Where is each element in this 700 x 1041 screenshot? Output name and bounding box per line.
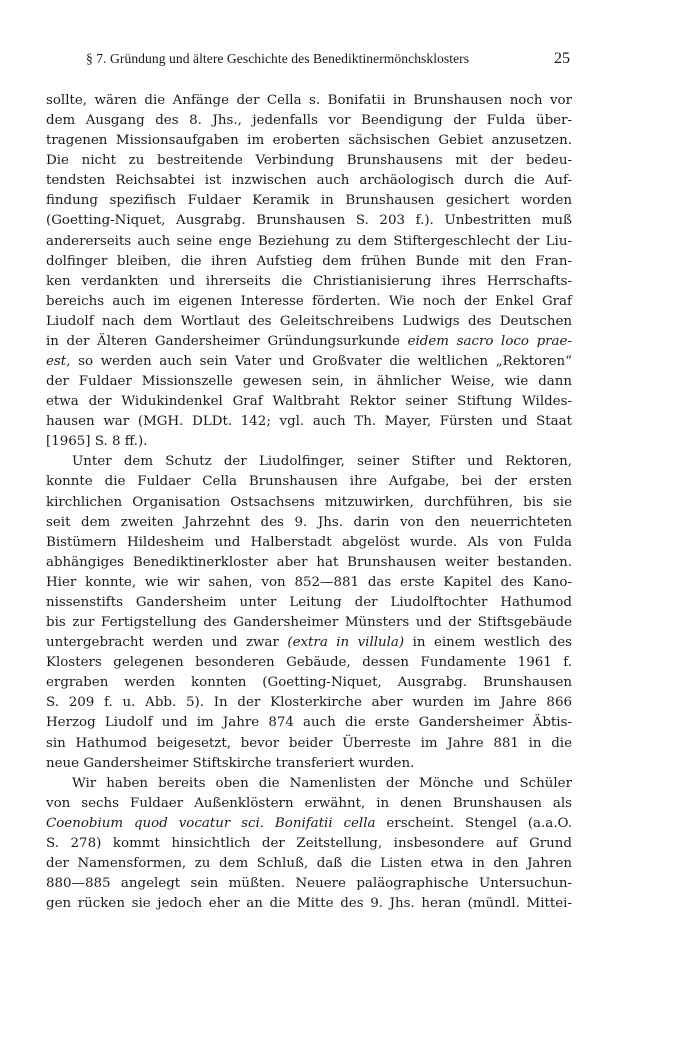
text-line — [46, 272, 572, 292]
text-segment: von sechs Fuldaer Außenklöstern erwähnt, in denen Brunshausen als — [46, 795, 572, 811]
text-line — [46, 673, 572, 693]
text-line — [46, 513, 572, 533]
text-line — [46, 412, 572, 432]
body-text — [46, 91, 572, 914]
text-segment: abhängiges Benediktinerkloster aber hat Brunshausen weiter bestanden. — [46, 554, 572, 570]
text-segment: Unter dem Schutz der Liudolfinger, seiner Stifter und Rektoren, — [72, 454, 572, 470]
text-segment: erscheint. Stengel (a.a.O. — [375, 815, 572, 831]
text-segment: bereichs auch im eigenen Interesse förderten. Wie noch der Enkel Graf — [46, 293, 572, 309]
text-segment: findung spezifisch Fuldaer Keramik in Brunshausen gesichert worden — [46, 193, 572, 209]
text-segment: so werden auch sein Vater und Großvater die weltlichen „Rektoren“ — [70, 354, 572, 370]
text-line — [46, 131, 572, 151]
text-segment: tendsten Reichsabtei ist inzwischen auch archäologisch durch die Auf- — [46, 173, 572, 189]
text-segment: untergebracht werden und zwar — [46, 635, 288, 651]
text-line — [46, 452, 572, 472]
text-line — [46, 312, 572, 332]
text-line — [46, 91, 572, 111]
text-segment: [1965] S. 8 ff.). — [46, 434, 148, 450]
text-segment: neue Gandersheimer Stiftskirche transferiert wurden. — [46, 755, 415, 771]
text-segment: Bistümern Hildesheim und Halberstadt abgelöst wurde. Als von Fulda — [46, 534, 572, 550]
running-header-title: § 7. Gründung und ältere Geschichte des Benediktinermönchsklosters — [86, 51, 470, 66]
text-line — [46, 392, 572, 412]
italic-text-segment: (extra in villula) — [287, 635, 405, 651]
text-line — [46, 472, 572, 492]
text-line — [46, 593, 572, 613]
text-segment: seit dem zweiten Jahrzehnt des 9. Jhs. darin von den neuerrichteten — [46, 514, 572, 530]
text-line — [46, 553, 572, 573]
italic-text-segment: Coenobium quod vocatur sci. Bonifatii cella — [46, 815, 376, 831]
text-segment: etwa der Widukindenkel Graf Waltbraht Rektor seiner Stiftung Wildes- — [46, 394, 572, 410]
text-segment: bis zur Fertigstellung des Gandersheimer Münsters und der Stiftsgebäude — [46, 615, 572, 631]
text-segment: Hier konnte, wie wir sahen, von 852—881 das erste Kapitel des Kano- — [46, 574, 572, 590]
text-segment: S. 278) kommt hinsichtlich der Zeitstellung, insbesondere auf Grund — [46, 835, 572, 851]
text-line — [46, 774, 572, 794]
text-segment: der Namensformen, zu dem Schluß, daß die Listen etwa in den Jahren — [46, 855, 572, 871]
text-line — [46, 814, 572, 834]
text-line — [46, 352, 572, 372]
italic-text-segment: est, — [46, 354, 71, 370]
text-line — [46, 754, 572, 774]
text-segment: (Goetting-Niquet, Ausgrabg. Brunshausen S. 203 f.). Unbestritten muß — [46, 213, 572, 229]
text-segment: Herzog Liudolf und im Jahre 874 auch die erste Gandersheimer Äbtis- — [46, 715, 572, 731]
text-line — [46, 894, 572, 914]
text-line — [46, 854, 572, 874]
page-number: 25 — [554, 50, 570, 67]
text-segment: in einem westlich des — [404, 635, 572, 651]
text-line — [46, 633, 572, 653]
text-line — [46, 613, 572, 633]
text-segment: 880—885 angelegt sein müßten. Neuere paläographische Untersuchun- — [46, 876, 572, 892]
text-line — [46, 834, 572, 854]
text-line — [46, 111, 572, 131]
text-segment: nissenstifts Gandersheim unter Leitung der Liudolftochter Hathumod — [46, 594, 572, 610]
text-line — [46, 493, 572, 513]
text-line — [46, 191, 572, 211]
text-segment: ken verdankten und ihrerseits die Christianisierung ihres Herrschafts- — [46, 273, 572, 289]
text-segment: gen rücken sie jedoch eher an die Mitte des 9. Jhs. heran (mündl. Mittei- — [46, 896, 572, 912]
text-segment: S. 209 f. u. Abb. 5). In der Klosterkirche aber wurden im Jahre 866 — [46, 695, 572, 711]
text-line — [46, 332, 572, 352]
text-line — [46, 372, 572, 392]
text-segment: kirchlichen Organisation Ostsachsens mitzuwirken, durchführen, bis sie — [46, 494, 572, 510]
text-line — [46, 232, 572, 252]
text-segment: Klosters gelegenen besonderen Gebäude, dessen Fundamente 1961 f. — [46, 655, 572, 671]
text-line — [46, 573, 572, 593]
text-segment: Die nicht zu bestreitende Verbindung Brunshausens mit der bedeu- — [46, 153, 572, 169]
text-segment: dolfinger bleiben, die ihren Aufstieg dem frühen Bunde mit den Fran- — [46, 253, 572, 269]
text-segment: sin Hathumod beigesetzt, bevor beider Überreste im Jahre 881 in die — [46, 735, 572, 751]
text-segment: hausen war (MGH. DLDt. 142; vgl. auch Th. Mayer, Fürsten und Staat — [46, 414, 572, 430]
text-line — [46, 713, 572, 733]
text-line — [46, 533, 572, 553]
text-segment: der Fuldaer Missionszelle gewesen sein, in ähnlicher Weise, wie dann — [46, 374, 572, 390]
text-segment: dem Ausgang des 8. Jhs., jedenfalls vor Beendigung der Fulda über- — [46, 113, 572, 129]
text-line — [46, 252, 572, 272]
text-line — [46, 734, 572, 754]
italic-text-segment: eidem sacro loco prae- — [407, 333, 572, 349]
text-segment: konnte die Fuldaer Cella Brunshausen ihre Aufgabe, bei der ersten — [46, 474, 572, 490]
text-line — [46, 693, 572, 713]
text-line — [46, 151, 572, 171]
text-segment: Wir haben bereits oben die Namenlisten der Mönche und Schüler — [72, 775, 572, 791]
text-segment: andererseits auch seine enge Beziehung zu dem Stiftergeschlecht der Liu- — [46, 233, 572, 249]
text-line — [46, 292, 572, 312]
text-segment: sollte, wären die Anfänge der Cella s. Bonifatii in Brunshausen noch vor — [46, 93, 572, 108]
text-line — [46, 211, 572, 231]
text-segment: ergraben werden konnten (Goetting-Niquet, Ausgrabg. Brunshausen — [46, 675, 572, 691]
text-line — [46, 171, 572, 191]
text-line — [46, 794, 572, 814]
text-segment: tragenen Missionsaufgaben im eroberten sächsischen Gebiet anzusetzen. — [46, 133, 572, 149]
text-segment: in der Älteren Gandersheimer Gründungsurkunde — [46, 333, 408, 349]
text-segment: Liudolf nach dem Wortlaut des Geleitschreibens Ludwigs des Deutschen — [46, 313, 572, 329]
text-line — [46, 653, 572, 673]
text-line — [46, 874, 572, 894]
text-line — [46, 432, 572, 452]
running-header — [46, 50, 570, 72]
